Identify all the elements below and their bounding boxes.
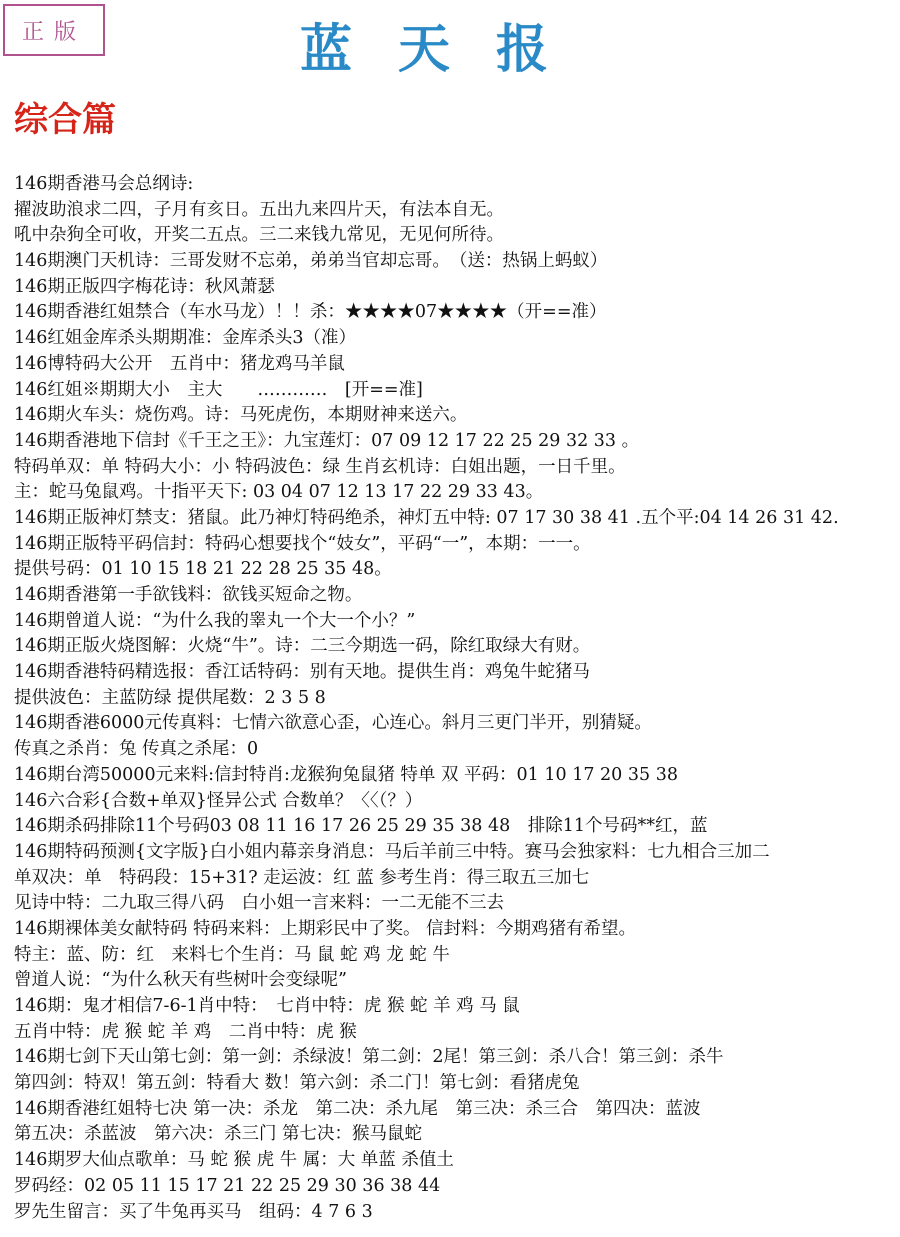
text-line: 擢波助浪求二四，子月有亥日。五出九来四片天，有法本自无。 <box>14 199 504 220</box>
text-line: 见诗中特：二九取三得八码 白小姐一言来料：一二无能不三去 <box>14 893 504 914</box>
text-line: 146期裸体美女献特码 特码来料：上期彩民中了奖。 信封料：今期鸡猪有希望。 <box>14 918 637 939</box>
text-line: 146期香港第一手欲钱料：欲钱买短命之物。 <box>14 585 363 605</box>
text-line: 146博特码大公开 五肖中：猪龙鸡马羊鼠 <box>14 353 345 374</box>
text-line: 146期香港红姐特七决 第一决：杀龙 第二决：杀九尾 第三决：杀三合 第四决：蓝波 <box>14 1098 701 1119</box>
text-line: 146期正版特平码信封：特码心想要找个“妓女”，平码“一”，本期：一一。 <box>14 533 591 554</box>
text-line: 146期澳门天机诗：三哥发财不忘弟，弟弟当官却忘哥。 （送：热锅上蚂蚁） <box>14 251 608 272</box>
text-line: 146期香港6000元传真料：七情六欲意心歪，心连心。斜月三更门半开，别猜疑。 <box>14 713 652 734</box>
text-line: 146六合彩{合数+单双}怪异公式 合数单？〈〈（？） <box>14 790 423 811</box>
text-line: 146期正版神灯禁支：猪鼠。此乃神灯特码绝杀，神灯五中特: 07 17 30 38 41 .五个平:04 14 26 31 42. <box>14 507 839 528</box>
text-line: 提供号码：01 10 15 18 21 22 28 25 35 48。 <box>14 559 392 580</box>
text-line: 146期香港马会总纲诗: <box>14 174 194 194</box>
text-line: 146期正版四字梅花诗：秋风萧瑟 <box>14 276 275 297</box>
text-line: 146红姐※期期大小 主大 ………… [开==准] <box>14 379 423 400</box>
text-line: 146期：鬼才相信7-6-1肖中特： 七肖中特：虎 猴 蛇 羊 鸡 马 鼠 <box>14 996 520 1016</box>
text-line: 146期正版火烧图解：火烧“牛”。诗：二三今期选一码，除红取绿大有财。 <box>14 636 591 657</box>
text-line: 罗先生留言：买了牛兔再买马 组码：4 7 6 3 <box>14 1201 373 1222</box>
text-line: 主：蛇马兔鼠鸡。十指平天下: 03 04 07 12 13 17 22 29 33 43。 <box>14 482 544 503</box>
text-line: 146期火车头：烧伤鸡。诗：马死虎伤，本期财神来送六。 <box>14 405 468 426</box>
text-line: 146期七剑下天山第七剑：第一剑：杀绿波！第二剑：2尾！第三剑：杀八合！第三剑：杀牛 <box>14 1047 724 1068</box>
text-line: 提供波色：主蓝防绿 提供尾数：2 3 5 8 <box>14 687 326 708</box>
text-line: 146期香港红姐禁合（车水马龙）！！杀：★★★★07★★★★（开==准） <box>14 302 607 323</box>
text-line: 特码单双：单 特码大小：小 特码波色：绿 生肖玄机诗：白姐出题，一日千里。 <box>14 456 626 477</box>
text-line: 146红姐金库杀头期期准：金库杀头3（准） <box>14 328 357 349</box>
text-line: 146期杀码排除11个号码03 08 11 16 17 26 25 29 35 38 48 排除11个号码**红，蓝 <box>14 816 708 837</box>
text-line: 五肖中特：虎 猴 蛇 羊 鸡 二肖中特：虎 猴 <box>14 1021 357 1042</box>
content-body <box>14 172 898 1225</box>
text-line: 第五决：杀蓝波 第六决：杀三门 第七决：猴马鼠蛇 <box>14 1124 423 1145</box>
text-line: 146期香港特码精选报：香江话特码：别有天地。提供生肖：鸡兔牛蛇猪马 <box>14 662 590 683</box>
text-line: 146期特码预测{文字版}白小姐内幕亲身消息：马后羊前三中特。赛马会独家料：七九相合三加二 <box>14 841 770 862</box>
text-line: 吼中杂狗全可收，开奖二五点。三二来钱九常见，无见何所待。 <box>14 225 504 246</box>
text-line: 传真之杀肖：兔 传真之杀尾：0 <box>14 739 259 760</box>
text-line: 146期罗大仙点歌单：马 蛇 猴 虎 牛 属：大 单蓝 杀值土 <box>14 1150 454 1171</box>
text-line: 146期曾道人说：“为什么我的睾丸一个大一个小？” <box>14 610 416 631</box>
text-line: 146期香港地下信封《千王之王》：九宝莲灯：07 09 12 17 22 25 29 32 33 。 <box>14 430 640 451</box>
authentic-badge: 正版 <box>3 4 105 56</box>
section-heading: 综合篇 <box>14 100 116 140</box>
page-title: 蓝天报 <box>300 19 595 80</box>
text-line: 特主：蓝、防：红 来料七个生肖：马 鼠 蛇 鸡 龙 蛇 牛 <box>14 944 450 965</box>
text-line: 第四剑：特双！第五剑：特看大 数！第六剑：杀二门！第七剑：看猪虎兔 <box>14 1073 580 1094</box>
text-line: 曾道人说：“为什么秋天有些树叶会变绿呢” <box>14 970 347 991</box>
text-line: 单双决：单 特码段：15+31? 走运波：红 蓝 参考生肖：得三取五三加七 <box>14 867 590 888</box>
text-line: 罗码经：02 05 11 15 17 21 22 25 29 30 36 38 44 <box>14 1175 441 1196</box>
text-line: 146期台湾50000元来料:信封特肖:龙猴狗兔鼠猪 特单 双 平码：01 10 17 20 35 38 <box>14 764 678 785</box>
